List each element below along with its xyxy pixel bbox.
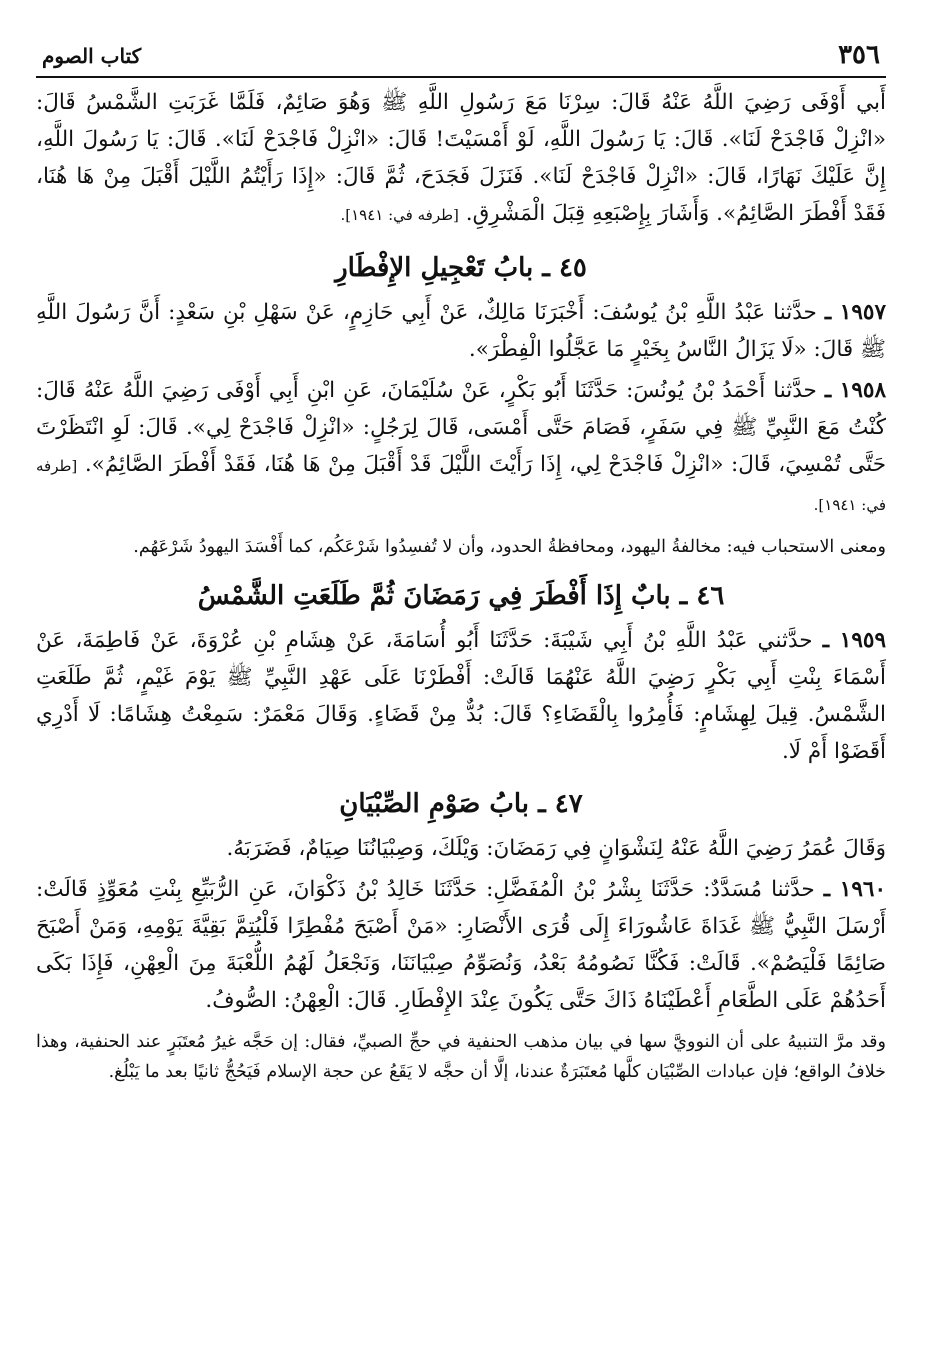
page-number: ٣٥٦ bbox=[838, 40, 880, 70]
commentary-45: ومعنى الاستحباب فيه: مخالفةُ اليهود، ومحافظةُ الحدود، وأن لا تُفسِدُوا شَرْعَكُم، كما أَفْسَدَ اليهودُ شَرْعَهُم. bbox=[133, 537, 886, 557]
hadith-number: ١٩٥٧ ـ bbox=[824, 300, 886, 325]
hadith-number: ١٩٥٨ ـ bbox=[824, 378, 886, 403]
hadith-1957 bbox=[36, 294, 886, 368]
commentary-47: وقد مرَّ التنبيهُ على أن النوويَّ سها في بيان مذهب الحنفية في حجِّ الصبيِّ، فقال: إن حَجَّه غيرُ مُعتَبَرٍ عند الحنفية، وهذا خلافُ الواقع؛ فإن عبادات الصِّبْيَان كلَّها مُعتَبَرَةٌ عندنا، إلَّا أن حجَّه لا يَقَعُ عن حجة الإسلام فَيَحُجُّ ثانيًا بعد ما يَبْلُغ. bbox=[36, 1032, 886, 1082]
running-head bbox=[36, 40, 886, 78]
hadith-text: حدَّثني عَبْدُ اللَّهِ بْنُ أَبِي شَيْبَةَ: حَدَّثَنَا أَبُو أُسَامَةَ، عَنْ هِشَامِ بْنِ عُرْوَةَ، عَنْ فَاطِمَةَ، عَنْ أَسْمَاءَ بِنْتِ أَبِي بَكْرٍ رَضِيَ اللَّهُ عَنْهُمَا قَالَتْ: أَفْطَرْنَا عَلَى عَهْدِ النَّبِيِّ ﷺ يَوْمَ غَيْمٍ، ثُمَّ طَلَعَتِ الشَّمْسُ. قِيلَ لِهِشَامٍ: فَأُمِرُوا بِالْقَضَاءِ؟ قَالَ: بُدٌّ مِنْ قَضَاءٍ. وَقَالَ مَعْمَرٌ: سَمِعْتُ هِشَامًا: لَا أَدْرِي أَقَضَوْا أَمْ لَا. bbox=[36, 628, 886, 764]
hadith-text: حدَّثنا مُسَدَّدٌ: حَدَّثَنَا بِشْرُ بْنُ الْمُفَضَّلِ: حَدَّثَنَا خَالِدُ بْنُ ذَكْوَانَ، عَنِ الرُّبَيِّعِ بِنْتِ مُعَوِّذٍ قَالَتْ: أَرْسَلَ النَّبِيُّ ﷺ غَدَاةَ عَاشُورَاءَ إِلَى قُرَى الأَنْصَارِ: «مَنْ أَصْبَحَ مُفْطِرًا فَلْيُتِمَّ بَقِيَّةَ يَوْمِهِ، وَمَنْ أَصْبَحَ صَائِمًا فَلْيَصُمْ». قَالَتْ: فَكُنَّا نَصُومُهُ بَعْدُ، وَنُصَوِّمُ صِبْيَانَنَا، وَنَجْعَلُ لَهُمُ اللُّعْبَةَ مِنَ الْعِهْنِ، فَإِذَا بَكَى أَحَدُهُمْ عَلَى الطَّعَامِ أَعْطَيْنَاهُ ذَاكَ حَتَّى يَكُونَ عِنْدَ الإِفْطَارِ. قَالَ: الْعِهْنُ: الصُّوفُ. bbox=[36, 877, 886, 1013]
hadith-1959 bbox=[36, 622, 886, 770]
chapter-46-title: ٤٦ ـ بابٌ إِذَا أَفْطَرَ فِي رَمَضَانَ ثُمَّ طَلَعَتِ الشَّمْسُ bbox=[197, 581, 725, 611]
hadith-1958 bbox=[36, 372, 886, 524]
hadith-reference: [طرفه في: ١٩٤١]. bbox=[36, 457, 886, 514]
hadith-text: حدَّثنا أَحْمَدُ بْنُ يُونُسَ: حَدَّثَنَا أَبُو بَكْرٍ، عَنْ سُلَيْمَانَ، عَنِ ابْنِ أَبِي أَوْفَى رَضِيَ اللَّهُ عَنْهُ قَالَ: كُنْتُ مَعَ النَّبِيِّ ﷺ فِي سَفَرٍ، فَصَامَ حَتَّى أَمْسَى، قَالَ لِرَجُلٍ: «انْزِلْ فَاجْدَحْ لِي». قَالَ: لَوِ انْتَظَرْتَ حَتَّى تُمْسِيَ، قَالَ: «انْزِلْ فَاجْدَحْ لِي، إِذَا رَأَيْتَ اللَّيْلَ قَدْ أَقْبَلَ مِنْ هَا هُنَا، فَقَدْ أَفْطَرَ الصَّائِمُ». bbox=[36, 378, 886, 477]
hadith-text: حدَّثنا عَبْدُ اللَّهِ بْنُ يُوسُفَ: أَخْبَرَنَا مَالِكٌ، عَنْ أَبِي حَازِمٍ، عَنْ سَهْلِ بْنِ سَعْدٍ: أَنَّ رَسُولَ اللَّهِ ﷺ قَالَ: «لَا يَزَالُ النَّاسُ بِخَيْرٍ مَا عَجَّلُوا الْفِطْرَ». bbox=[36, 300, 886, 362]
chapter-47-intro: وَقَالَ عُمَرُ رَضِيَ اللَّهُ عَنْهُ لِنَشْوَانٍ فِي رَمَضَانَ: وَيْلَكَ، وَصِبْيَانُنَا صِيَامٌ، فَضَرَبَهُ. bbox=[226, 836, 886, 861]
chapter-45-title: ٤٥ ـ بابُ تَعْجِيلِ الإِفْطَارِ bbox=[335, 253, 587, 283]
book-title: كتاب الصوم bbox=[42, 44, 142, 68]
chapter-47-title: ٤٧ ـ بابُ صَوْمِ الصِّبْيَانِ bbox=[339, 789, 583, 819]
opening-text: أَبي أَوْفَى رَضِيَ اللَّهُ عَنْهُ قَالَ: سِرْنَا مَعَ رَسُولِ اللَّهِ ﷺ وَهُوَ صَائِمٌ، فَلَمَّا غَرَبَتِ الشَّمْسُ قَالَ: «انْزِلْ فَاجْدَحْ لَنَا». قَالَ: يَا رَسُولَ اللَّهِ، لَوْ أَمْسَيْتَ! قَالَ: «انْزِلْ فَاجْدَحْ لَنَا». قَالَ: يَا رَسُولَ اللَّهِ، إِنَّ عَلَيْكَ نَهَارًا، قَالَ: «انْزِلْ فَاجْدَحْ لَنَا». فَنَزَلَ فَجَدَحَ، ثُمَّ قَالَ: «إِذَا رَأَيْتُمُ اللَّيْلَ أَقْبَلَ مِنْ هَا هُنَا، فَقَدْ أَفْطَرَ الصَّائِمُ». وَأَشَارَ بِإِصْبَعِهِ قِبَلَ الْمَشْرِقِ. bbox=[36, 90, 886, 226]
opening-reference: [طرفه في: ١٩٤١]. bbox=[340, 206, 459, 224]
hadith-number: ١٩٦٠ ـ bbox=[823, 877, 886, 902]
hadith-1960 bbox=[36, 871, 886, 1019]
opening-paragraph bbox=[36, 84, 886, 234]
hadith-number: ١٩٥٩ ـ bbox=[822, 628, 886, 653]
